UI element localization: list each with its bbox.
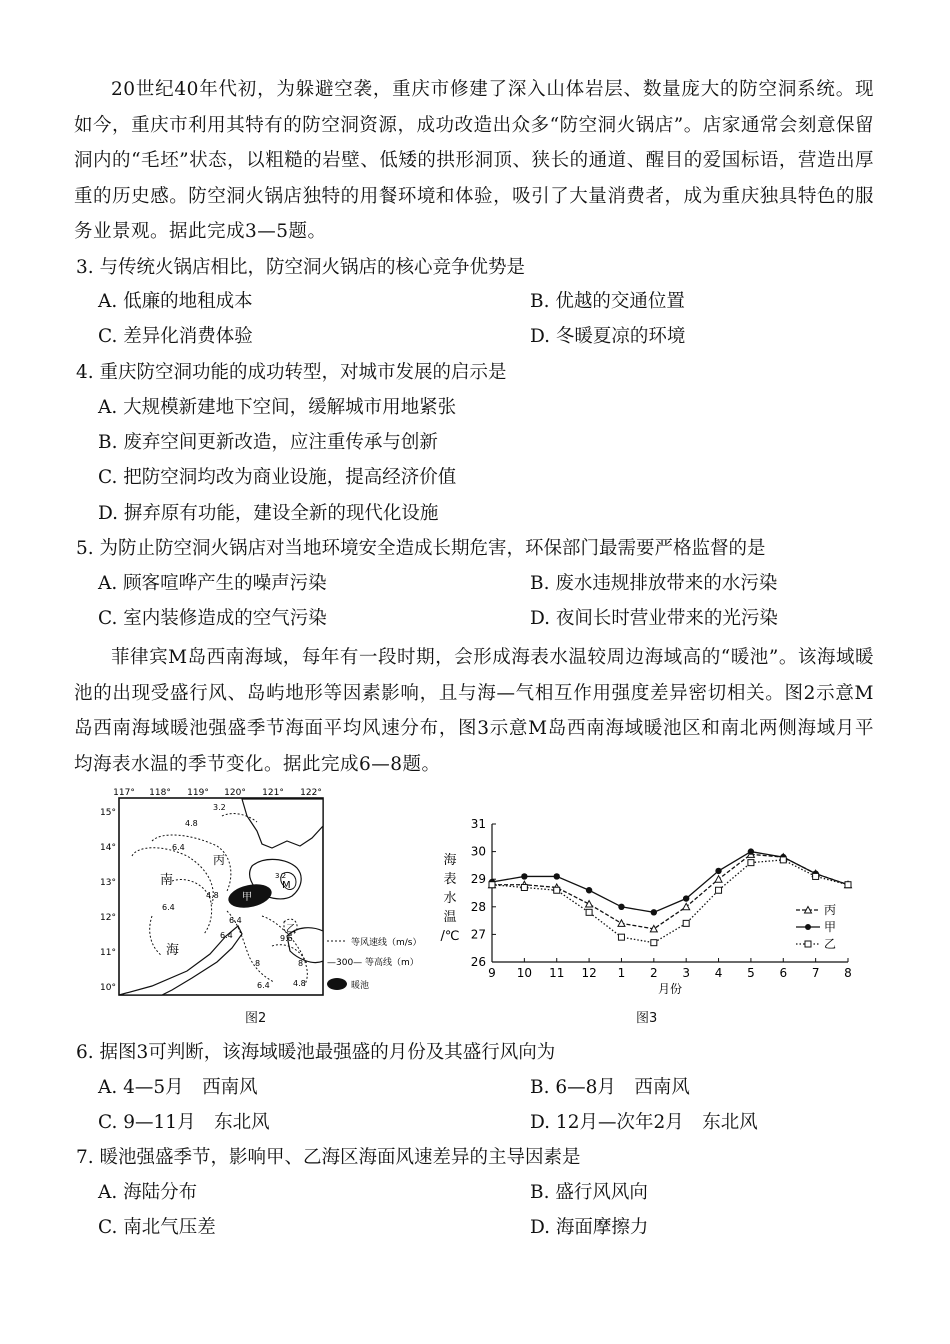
contour-label: 8 (298, 959, 304, 968)
q5-option-c: C. 室内装修造成的空气污染 (98, 608, 327, 629)
legend-marker (805, 941, 811, 947)
data-point-甲 (554, 873, 560, 879)
y-tick-label: 30 (470, 844, 486, 859)
chart-xlabel: 月份 (657, 982, 683, 996)
q4-option-c: C. 把防空洞均改为商业设施，提高经济价值 (98, 467, 457, 488)
x-tick-label: 4 (714, 966, 723, 980)
data-point-甲 (618, 904, 624, 910)
question-6-stem: 6. 据图3可判断，该海域暖池最强盛的月份及其盛行风向为 (76, 1042, 556, 1063)
question-5-stem: 5. 为防止防空洞火锅店对当地环境安全造成长期危害，环保部门最需要严格监督的是 (76, 538, 766, 559)
data-point-甲 (683, 895, 689, 901)
data-point-甲 (521, 873, 527, 879)
contour-label: 9.6 (280, 934, 293, 943)
x-tick-label: 2 (649, 966, 658, 980)
data-point-乙 (554, 887, 560, 893)
q5-option-b: B. 废水违规排放带来的水污染 (530, 573, 778, 594)
q6-option-a: A. 4—5月 西南风 (98, 1077, 258, 1098)
contour-label: 6.4 (257, 981, 270, 990)
lon-label: 119° (187, 788, 209, 798)
y-tick-label: 31 (470, 817, 486, 831)
place-label-jia: 甲 (242, 892, 252, 903)
data-point-乙 (716, 887, 722, 893)
contour-label: 3.2 (213, 803, 226, 812)
legend-marker (805, 924, 811, 930)
data-point-乙 (521, 884, 527, 890)
q7-option-b: B. 盛行风风向 (530, 1182, 648, 1203)
lat-label: 10° (100, 983, 116, 993)
passage-1: 20世纪40年代初，为躲避空袭，重庆市修建了深入山体岩层、数量庞大的防空洞系统。现如今，重庆市利用其特有的防空洞资源，成功改造出众多“防空洞火锅店”。店家通常会刻意保留洞内的“毛坯”状态，以粗糙的岩壁、低矮的拱形洞顶、狭长的通道、醒目的爱国标语，营造出厚重的历史感。防空洞火锅店独特的用餐环境和体验，吸引了大量消费者，成为重庆独具特色的服务业景观。据此完成3—5题。 (74, 79, 874, 242)
data-point-丙 (586, 901, 593, 908)
data-point-乙 (780, 857, 786, 863)
chart-ylabel-char: /℃ (440, 929, 460, 944)
x-tick-label: 12 (581, 966, 597, 980)
place-label-m: M (282, 880, 291, 891)
q5-option-a: A. 顾客喧哗产生的噪声污染 (98, 573, 327, 594)
q3-option-b: B. 优越的交通位置 (530, 291, 685, 312)
series-line-乙 (492, 860, 848, 943)
q3-option-d: D. 冬暖夏凉的环境 (530, 326, 686, 347)
contour-label: 6.4 (162, 903, 175, 912)
q7-option-c: C. 南北气压差 (98, 1217, 216, 1238)
q6-option-b: B. 6—8月 西南风 (530, 1077, 690, 1098)
data-point-乙 (748, 860, 754, 866)
x-tick-label: 3 (682, 966, 691, 980)
contour-label: 8 (255, 959, 261, 968)
chart-ylabel-char: 温 (443, 910, 457, 925)
contour-label: 4.8 (185, 819, 198, 828)
contour-label: 6.4 (220, 931, 233, 940)
q4-option-b: B. 废弃空间更新改造，应注重传承与创新 (98, 432, 438, 453)
x-tick-label: 5 (747, 966, 755, 980)
data-point-乙 (845, 882, 851, 888)
y-tick-label: 26 (470, 955, 486, 969)
place-label-nan: 南 (160, 873, 174, 888)
legend-wind: 等风速线（m/s） (351, 938, 422, 948)
q4-option-a: A. 大规模新建地下空间，缓解城市用地紧张 (98, 397, 457, 418)
x-tick-label: 7 (811, 966, 820, 980)
data-point-乙 (813, 873, 819, 879)
data-point-甲 (715, 868, 721, 874)
place-label-hai: 海 (166, 943, 180, 958)
lat-label: 15° (100, 808, 116, 818)
question-3-stem: 3. 与传统火锅店相比，防空洞火锅店的核心竞争优势是 (76, 257, 526, 278)
legend-label-甲: 甲 (824, 920, 837, 934)
contour-label: 4.8 (293, 979, 306, 988)
q7-option-d: D. 海面摩擦力 (530, 1217, 649, 1238)
data-point-甲 (748, 848, 754, 854)
q6-option-d: D. 12月—次年2月 东北风 (530, 1112, 758, 1133)
question-7-stem: 7. 暖池强盛季节，影响甲、乙海区海面风速差异的主导因素是 (76, 1147, 581, 1168)
x-tick-label: 1 (617, 966, 626, 980)
data-point-甲 (586, 887, 592, 893)
figure-2-caption: 图2 (245, 1011, 267, 1026)
legend-pool: 暖池 (351, 981, 370, 991)
legend-elev: —300— 等高线（m） (327, 958, 419, 968)
data-point-乙 (618, 934, 624, 940)
q5-option-d: D. 夜间长时营业带来的光污染 (530, 608, 778, 629)
lat-label: 13° (100, 878, 116, 888)
passage-2: 菲律宾M岛西南海域，每年有一段时期，会形成海表水温较周边海域高的“暖池”。该海域暖池的出现受盛行风、岛屿地形等因素影响，且与海—气相互作用强度差异密切相关。图2示意M岛西南海域暖池强盛季节海面平均风速分布，图3示意M岛西南海域暖池区和南北两侧海域月平均海表水温的季节变化。据此完成6—8题。 (74, 647, 874, 775)
lon-label: 122° (300, 788, 322, 798)
lon-label: 121° (262, 788, 284, 798)
q6-option-c: C. 9—11月 东北风 (98, 1112, 270, 1133)
data-point-乙 (651, 940, 657, 946)
q3-option-c: C. 差异化消费体验 (98, 326, 253, 347)
data-point-甲 (651, 909, 657, 915)
contour-label: 4.8 (206, 891, 219, 900)
data-point-乙 (586, 909, 592, 915)
data-point-丙 (618, 920, 625, 927)
figure-3-chart (430, 812, 870, 997)
y-tick-label: 29 (470, 872, 486, 887)
contour-label: 3.2 (275, 872, 287, 880)
place-label-yi: 乙 (286, 924, 296, 935)
lon-label: 120° (224, 788, 246, 798)
q3-option-a: A. 低廉的地租成本 (98, 291, 253, 312)
lon-label: 118° (149, 788, 171, 798)
figure-2-legend (325, 933, 440, 993)
x-tick-label: 9 (488, 966, 496, 980)
question-4-stem: 4. 重庆防空洞功能的成功转型，对城市发展的启示是 (76, 362, 507, 383)
chart-ylabel-char: 表 (443, 872, 457, 887)
q7-option-a: A. 海陆分布 (98, 1182, 198, 1203)
contour-label: 6.4 (229, 916, 242, 925)
legend-label-乙: 乙 (824, 937, 837, 951)
y-tick-label: 28 (470, 899, 486, 914)
chart-ylabel-char: 水 (443, 891, 457, 906)
x-tick-label: 11 (549, 966, 565, 980)
data-point-丙 (683, 903, 690, 910)
data-point-乙 (489, 882, 495, 888)
lon-label: 117° (113, 788, 135, 798)
data-point-丙 (715, 876, 722, 883)
figure-3-caption: 图3 (636, 1011, 658, 1026)
x-tick-label: 6 (779, 966, 788, 980)
lat-label: 14° (100, 843, 116, 853)
data-point-乙 (683, 920, 689, 926)
series-line-丙 (492, 854, 848, 929)
lat-label: 11° (100, 948, 116, 958)
land-luzon (242, 799, 323, 848)
contour-label: 6.4 (172, 843, 185, 852)
y-tick-label: 27 (470, 927, 486, 942)
chart-ylabel-char: 海 (443, 853, 457, 868)
x-tick-label: 8 (844, 966, 852, 980)
legend-pool-swatch (327, 978, 347, 990)
series-line-甲 (492, 852, 848, 913)
q4-option-d: D. 摒弃原有功能，建设全新的现代化设施 (98, 503, 439, 524)
figure-2-map (92, 786, 342, 1001)
place-label-bing: 丙 (213, 853, 226, 867)
lat-label: 12° (100, 913, 116, 923)
x-tick-label: 10 (516, 966, 533, 980)
legend-label-丙: 丙 (824, 903, 837, 917)
